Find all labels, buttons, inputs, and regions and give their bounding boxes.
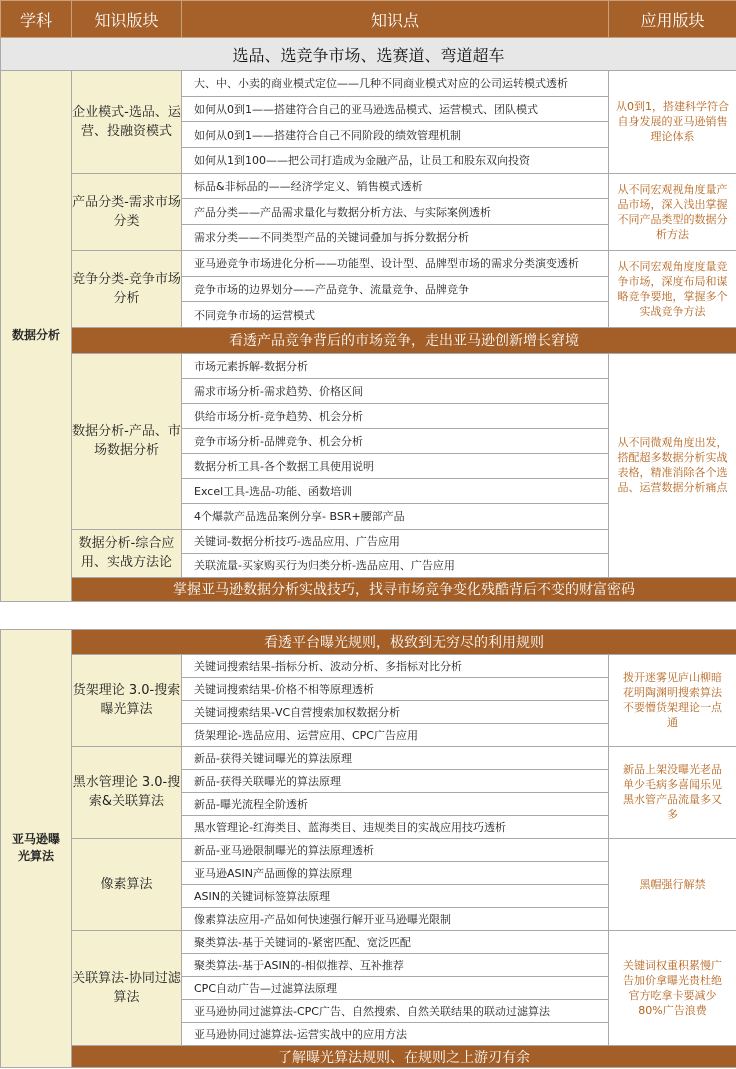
header-row bbox=[1, 1, 736, 38]
module-cell: 像素算法 bbox=[72, 838, 182, 930]
knowledge-point: 不同竞争市场的运营模式 bbox=[182, 302, 609, 328]
module-cell: 数据分析-综合应用、实战方法论 bbox=[72, 529, 182, 577]
knowledge-point: 亚马逊协同过滤算法-运营实战中的应用方法 bbox=[182, 1023, 609, 1046]
knowledge-point: 新品-获得关键词曝光的算法原理 bbox=[182, 746, 609, 769]
application-cell: 从不同宏观角度度量竞争市场，深度布局和谋略竞争要地，掌握多个实战竞争方法 bbox=[609, 250, 736, 327]
table-row bbox=[1, 173, 736, 199]
knowledge-point: 大、中、小卖的商业模式定位——几种不同商业模式对应的公司运转模式透析 bbox=[182, 71, 609, 97]
knowledge-point: Excel工具-选品-功能、函数培训 bbox=[182, 479, 609, 504]
gap-cell bbox=[1, 601, 736, 629]
header-subject: 学科 bbox=[1, 1, 72, 38]
table-row bbox=[1, 838, 736, 861]
application-cell: 黑帽强行解禁 bbox=[609, 838, 736, 930]
subject-cell: 数据分析 bbox=[1, 71, 72, 602]
section-banner: 了解曝光算法规则、在规则之上游刃有余 bbox=[72, 1046, 736, 1068]
knowledge-point: ASIN的关键词标签算法原理 bbox=[182, 885, 609, 908]
knowledge-point: CPC自动广告—过滤算法原理 bbox=[182, 977, 609, 1000]
application-cell: 从0到1，搭建科学符合自身发展的亚马逊销售理论体系 bbox=[609, 71, 736, 174]
application-cell: 从不同微观角度出发，搭配超多数据分析实战表格，精准消除各个选品、运营数据分析痛点 bbox=[609, 353, 736, 577]
knowledge-point: 新品-亚马逊限制曝光的算法原理透析 bbox=[182, 838, 609, 861]
knowledge-point: 黑水管理论-红海类目、蓝海类目、违规类目的实战应用技巧透析 bbox=[182, 815, 609, 838]
header-module: 知识版块 bbox=[72, 1, 182, 38]
section-banner-row bbox=[1, 327, 736, 353]
knowledge-point: 产品分类——产品需求量化与数据分析方法、与实际案例透析 bbox=[182, 199, 609, 225]
knowledge-point: 需求市场分析-需求趋势、价格区间 bbox=[182, 378, 609, 403]
table-row bbox=[1, 353, 736, 378]
knowledge-point: 货架理论-选品应用、运营应用、CPC广告应用 bbox=[182, 723, 609, 746]
knowledge-point: 关键词搜索结果-指标分析、波动分析、多指标对比分析 bbox=[182, 654, 609, 677]
knowledge-point: 新品-获得关联曝光的算法原理 bbox=[182, 769, 609, 792]
knowledge-point: 关键词搜索结果-VC自营搜索加权数据分析 bbox=[182, 700, 609, 723]
knowledge-point: 亚马逊协同过滤算法-CPC广告、自然搜索、自然关联结果的联动过滤算法 bbox=[182, 1000, 609, 1023]
application-cell: 关键词权重积累慢广告加价拿曝光贵杜绝官方吃拿卡要减少 80%广告浪费 bbox=[609, 931, 736, 1046]
header-points: 知识点 bbox=[182, 1, 609, 38]
knowledge-point: 如何从1到100——把公司打造成为金融产品，让员工和股东双向投资 bbox=[182, 148, 609, 174]
knowledge-point: 4个爆款产品选品案例分享- BSR+腰部产品 bbox=[182, 504, 609, 529]
module-cell: 数据分析-产品、市场数据分析 bbox=[72, 353, 182, 529]
module-cell: 黑水管理论 3.0-搜索&关联算法 bbox=[72, 746, 182, 838]
knowledge-point: 需求分类——不同类型产品的关键词叠加与拆分数据分析 bbox=[182, 225, 609, 251]
knowledge-point: 数据分析工具-各个数据工具使用说明 bbox=[182, 454, 609, 479]
section-banner: 掌握亚马逊数据分析实战技巧，找寻市场竞争变化残酷背后不变的财富密码 bbox=[72, 577, 736, 601]
knowledge-point: 聚类算法-基于ASIN的-相似推荐、互补推荐 bbox=[182, 954, 609, 977]
application-cell: 从不同宏观视角度量产品市场，深入浅出掌握不同产品类型的数据分析方法 bbox=[609, 173, 736, 250]
table-row bbox=[1, 71, 736, 97]
top-banner: 选品、选竞争市场、选赛道、弯道超车 bbox=[1, 38, 736, 71]
knowledge-point: 竞争市场分析-品牌竞争、机会分析 bbox=[182, 429, 609, 454]
section-banner-row bbox=[1, 1046, 736, 1068]
knowledge-point: 标品&非标品的——经济学定义、销售模式透析 bbox=[182, 173, 609, 199]
table-row bbox=[1, 746, 736, 769]
knowledge-point: 关联流量-买家购买行为归类分析-选品应用、广告应用 bbox=[182, 553, 609, 577]
section-banner-row bbox=[1, 577, 736, 601]
module-cell: 产品分类-需求市场分类 bbox=[72, 173, 182, 250]
application-cell: 拨开迷雾见庐山柳暗花明陶渊明搜索算法不要懵货架理论一点通 bbox=[609, 654, 736, 746]
table-row bbox=[1, 931, 736, 954]
table-row bbox=[1, 250, 736, 276]
knowledge-point: 关键词-数据分析技巧-选品应用、广告应用 bbox=[182, 529, 609, 553]
section-gap bbox=[1, 601, 736, 629]
knowledge-point: 聚类算法-基于关键词的-紧密匹配、宽泛匹配 bbox=[182, 931, 609, 954]
application-cell: 新品上架没曝光老品单少毛病多喜闻乐见黑水管产品流量多又多 bbox=[609, 746, 736, 838]
table-row bbox=[1, 654, 736, 677]
knowledge-point: 亚马逊ASIN产品画像的算法原理 bbox=[182, 861, 609, 884]
knowledge-point: 如何从0到1——搭建符合自己的亚马逊选品模式、运营模式、团队模式 bbox=[182, 96, 609, 122]
module-cell: 企业模式-选品、运营、投融资模式 bbox=[72, 71, 182, 174]
knowledge-point: 新品-曝光流程全阶透析 bbox=[182, 792, 609, 815]
module-cell: 竞争分类-竞争市场分析 bbox=[72, 250, 182, 327]
subject-cell: 亚马逊曝光算法 bbox=[1, 629, 72, 1068]
knowledge-point: 关键词搜索结果-价格不相等原理透析 bbox=[182, 677, 609, 700]
knowledge-point: 如何从0到1——搭建符合自己不同阶段的绩效管理机制 bbox=[182, 122, 609, 148]
section-banner: 看透平台曝光规则，极致到无穷尽的利用规则 bbox=[72, 629, 736, 654]
knowledge-point: 供给市场分析-竞争趋势、机会分析 bbox=[182, 404, 609, 429]
top-banner-row bbox=[1, 38, 736, 71]
header-application: 应用版块 bbox=[609, 1, 736, 38]
section-banner-row bbox=[1, 629, 736, 654]
knowledge-point: 像素算法应用-产品如何快速强行解开亚马逊曝光限制 bbox=[182, 908, 609, 931]
knowledge-point: 亚马逊竞争市场进化分析——功能型、设计型、品牌型市场的需求分类演变透析 bbox=[182, 250, 609, 276]
section-banner: 看透产品竞争背后的市场竞争，走出亚马逊创新增长窘境 bbox=[72, 327, 736, 353]
module-cell: 关联算法-协同过滤算法 bbox=[72, 931, 182, 1046]
knowledge-point: 市场元素拆解-数据分析 bbox=[182, 353, 609, 378]
knowledge-point: 竞争市场的边界划分——产品竞争、流量竞争、品牌竞争 bbox=[182, 276, 609, 302]
module-cell: 货架理论 3.0-搜索曝光算法 bbox=[72, 654, 182, 746]
